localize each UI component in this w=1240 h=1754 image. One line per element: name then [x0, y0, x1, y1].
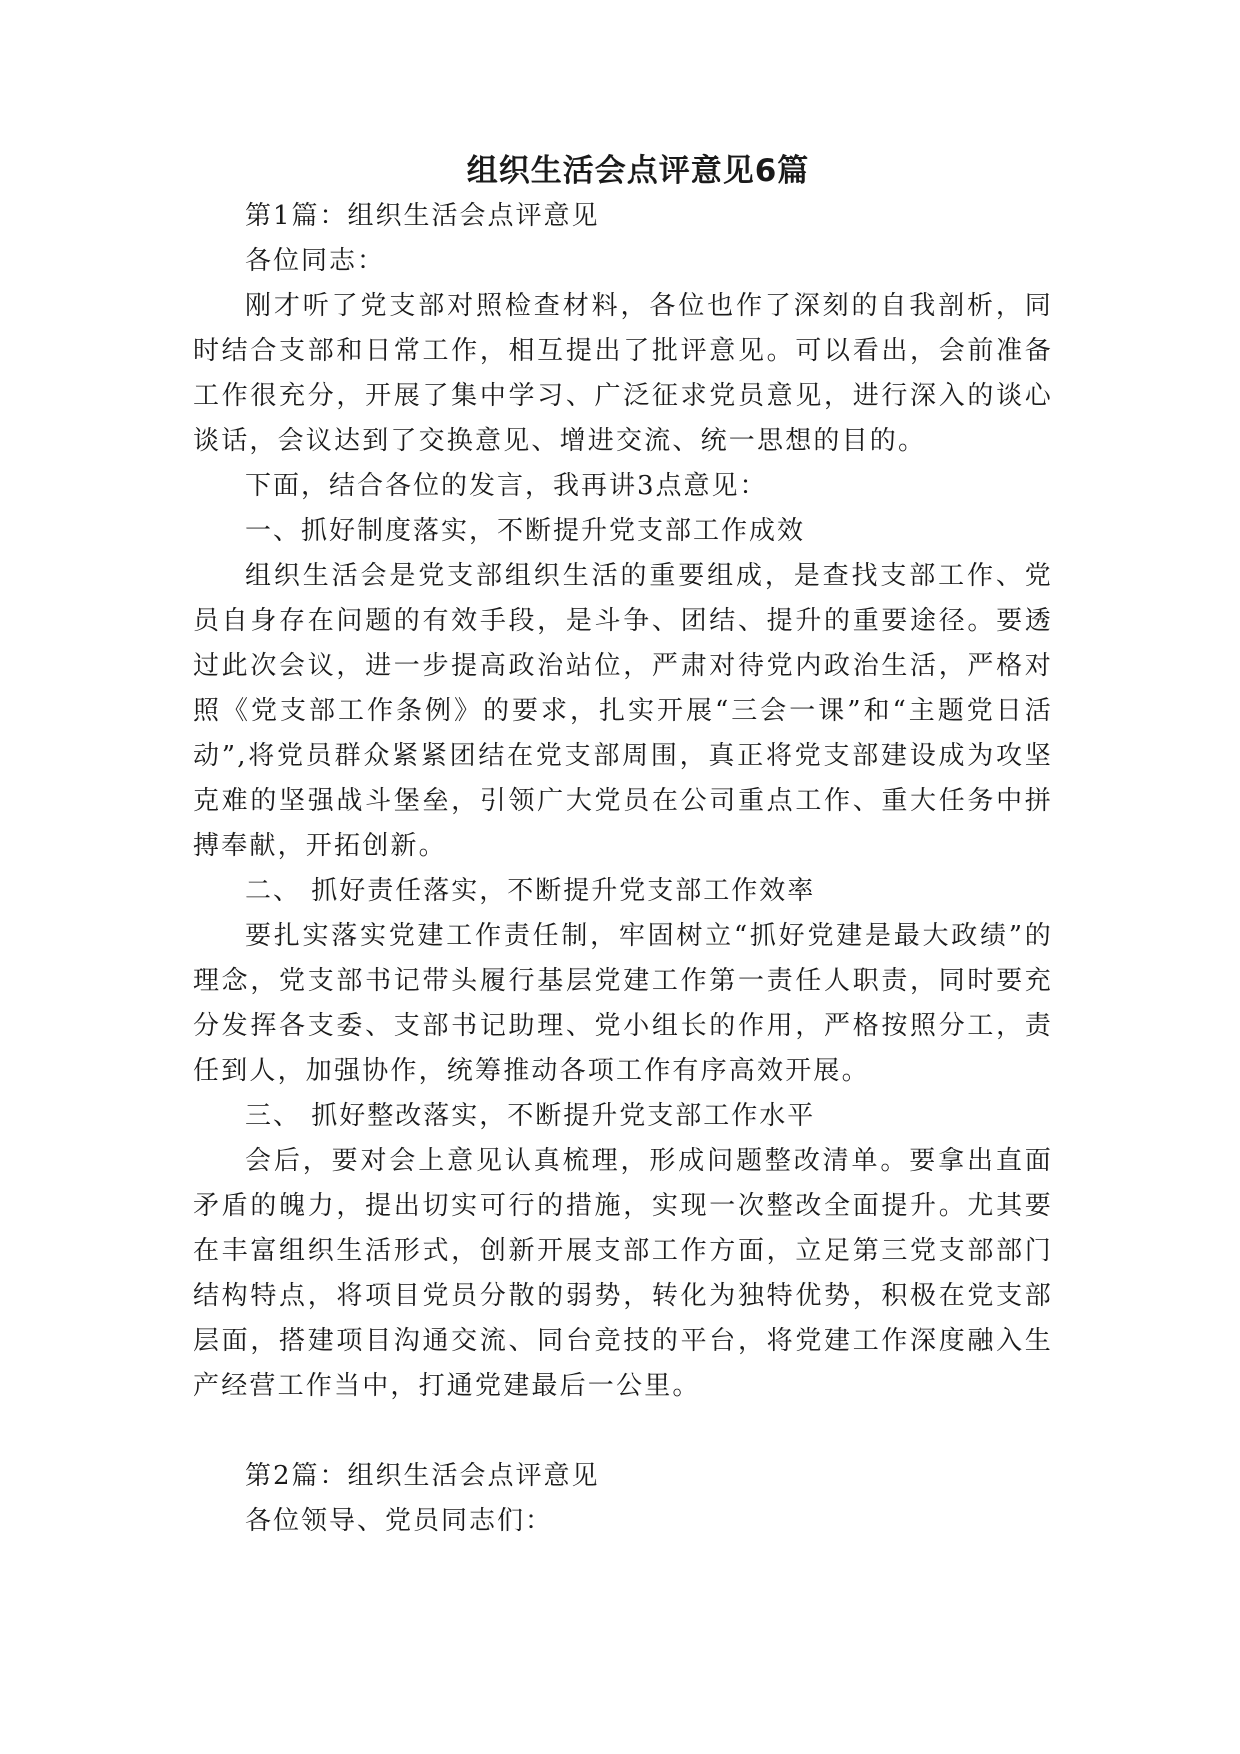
section-1-body: 组织生活会是党支部组织生活的重要组成，是查找支部工作、党员自身存在问题的有效手段，是斗争、团结、提升的重要途径。要透过此次会议，进一步提高政治站位，严肃对待党内政治生活，严格对照《党支部工作条例》的要求，扎实开展“三会一课”和“主题党日活动”,将党员群众紧紧团结在党支部周围，真正将党支部建设成为攻坚克难的坚强战斗堡垒，引领广大党员在公司重点工作、重大任务中拼搏奉献，开拓创新。 — [193, 561, 1053, 861]
article-1-salutation: 各位同志： — [245, 246, 386, 276]
article-divider-space — [193, 1409, 1053, 1454]
document-page — [193, 150, 1053, 1544]
section-2-heading: 二、 抓好责任落实，不断提升党支部工作效率 — [245, 876, 816, 906]
document-title: 组织生活会点评意见6篇 — [466, 153, 810, 189]
section-1-heading: 一、抓好制度落实，不断提升党支部工作成效 — [245, 516, 806, 546]
section-3-heading: 三、 抓好整改落实，不断提升党支部工作水平 — [245, 1101, 816, 1131]
article-1-heading: 第1篇：组织生活会点评意见 — [245, 201, 600, 231]
article-2-heading: 第2篇：组织生活会点评意见 — [245, 1461, 600, 1491]
article-1-paragraph-2: 下面，结合各位的发言，我再讲3点意见： — [245, 471, 768, 501]
section-3-body: 会后，要对会上意见认真梳理，形成问题整改清单。要拿出直面矛盾的魄力，提出切实可行的措施，实现一次整改全面提升。尤其要在丰富组织生活形式，创新开展支部工作方面，立足第三党支部部门结构特点，将项目党员分散的弱势，转化为独特优势，积极在党支部层面，搭建项目沟通交流、同台竞技的平台，将党建工作深度融入生产经营工作当中，打通党建最后一公里。 — [193, 1146, 1053, 1401]
article-2-salutation: 各位领导、党员同志们： — [245, 1506, 554, 1536]
section-2-body: 要扎实落实党建工作责任制，牢固树立“抓好党建是最大政绩”的理念，党支部书记带头履行基层党建工作第一责任人职责，同时要充分发挥各支委、支部书记助理、党小组长的作用，严格按照分工，责任到人，加强协作，统筹推动各项工作有序高效开展。 — [193, 921, 1053, 1086]
article-1-paragraph-1: 刚才听了党支部对照检查材料，各位也作了深刻的自我剖析，同时结合支部和日常工作，相互提出了批评意见。可以看出，会前准备工作很充分，开展了集中学习、广泛征求党员意见，进行深入的谈心谈话，会议达到了交换意见、增进交流、统一思想的目的。 — [193, 291, 1053, 456]
